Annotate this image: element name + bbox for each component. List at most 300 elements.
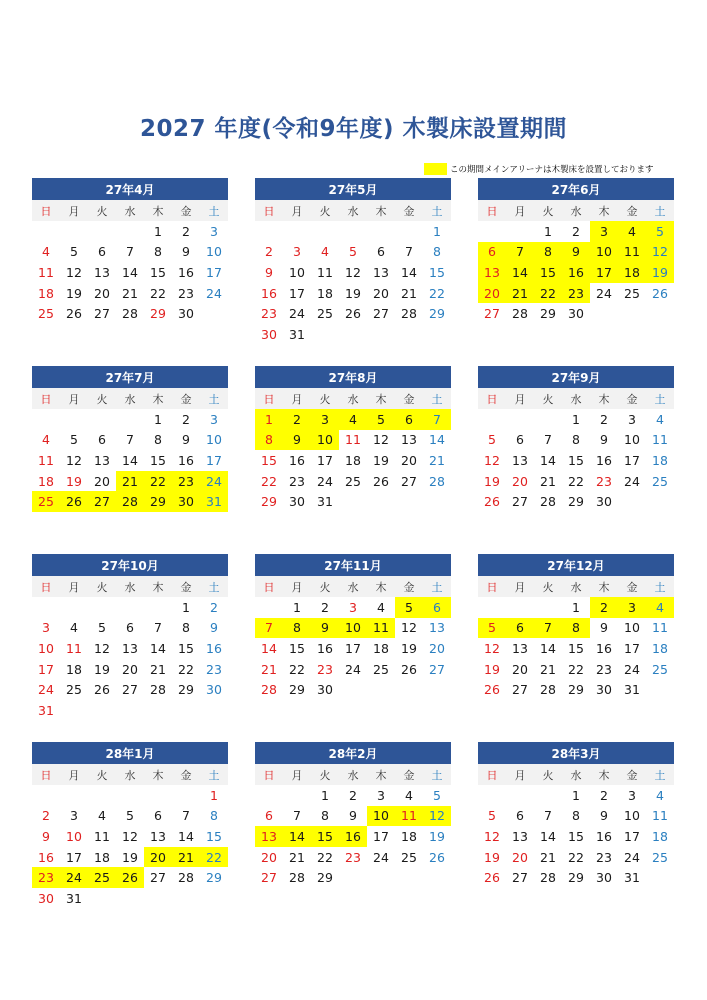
- weekday-label: 火: [542, 580, 554, 594]
- day-cell: 9: [182, 432, 190, 448]
- day-cell: 1: [154, 223, 162, 239]
- day-cell: 12: [484, 828, 500, 844]
- day-cell: 3: [210, 411, 218, 427]
- day-cell: 26: [429, 849, 445, 865]
- empty-day-cell: [478, 597, 506, 618]
- day-cell: 16: [206, 640, 222, 656]
- day-cell: 8: [572, 432, 580, 448]
- weekday-label: 水: [347, 392, 359, 406]
- day-cell: 27: [484, 306, 500, 322]
- day-cell: 14: [540, 640, 556, 656]
- day-cell: 11: [618, 242, 646, 263]
- day-cell: 13: [150, 828, 166, 844]
- day-cell: 30: [596, 870, 612, 886]
- day-cell: 13: [94, 264, 110, 280]
- day-cell: 1: [572, 411, 580, 427]
- day-cell: 15: [534, 262, 562, 283]
- day-cell: 15: [289, 640, 305, 656]
- day-cell: 27: [512, 870, 528, 886]
- empty-day-cell: [283, 221, 311, 242]
- day-cell: 4: [321, 244, 329, 260]
- weekday-label: 月: [291, 392, 303, 406]
- day-cell: 5: [70, 432, 78, 448]
- day-cell: 26: [66, 306, 82, 322]
- day-cell: 30: [178, 306, 194, 322]
- day-cell: 21: [172, 847, 200, 868]
- weekday-label: 金: [626, 580, 638, 594]
- day-cell: 11: [652, 808, 668, 824]
- weekday-label: 日: [486, 580, 498, 594]
- empty-day-cell: [478, 409, 506, 430]
- day-cell: 6: [377, 244, 385, 260]
- day-cell: 4: [656, 787, 664, 803]
- day-cell: 11: [652, 620, 668, 636]
- day-cell: 29: [540, 306, 556, 322]
- day-cell: 12: [484, 452, 500, 468]
- day-cell: 25: [88, 867, 116, 888]
- weekday-label: 月: [68, 768, 80, 782]
- day-cell: 5: [488, 808, 496, 824]
- day-cell: 22: [289, 661, 305, 677]
- day-cell: 17: [38, 661, 54, 677]
- weekday-label: 金: [180, 392, 192, 406]
- empty-day-cell: [116, 409, 144, 430]
- day-cell: 5: [478, 618, 506, 639]
- day-cell: 11: [395, 806, 423, 827]
- day-cell: 20: [478, 283, 506, 304]
- day-cell: 3: [311, 409, 339, 430]
- day-cell: 8: [534, 242, 562, 263]
- day-cell: 8: [321, 808, 329, 824]
- day-cell: 15: [568, 828, 584, 844]
- weekday-label: 土: [431, 768, 443, 782]
- month-calendar: [32, 554, 228, 721]
- weekday-label: 日: [263, 580, 275, 594]
- day-cell: 16: [317, 640, 333, 656]
- day-cell: 31: [624, 870, 640, 886]
- empty-day-cell: [60, 785, 88, 806]
- day-cell: 2: [600, 787, 608, 803]
- day-cell: 13: [122, 640, 138, 656]
- day-grid: [32, 221, 228, 324]
- day-cell: 15: [206, 828, 222, 844]
- day-cell: 22: [568, 473, 584, 489]
- day-cell: 24: [317, 473, 333, 489]
- day-cell: 29: [206, 870, 222, 886]
- day-cell: 27: [373, 306, 389, 322]
- day-cell: 3: [628, 411, 636, 427]
- day-cell: 6: [265, 808, 273, 824]
- day-cell: 20: [94, 473, 110, 489]
- day-cell: 5: [367, 409, 395, 430]
- day-cell: 9: [600, 808, 608, 824]
- day-cell: 31: [200, 491, 228, 512]
- day-cell: 21: [540, 473, 556, 489]
- day-cell: 10: [624, 808, 640, 824]
- day-cell: 28: [150, 682, 166, 698]
- day-cell: 23: [596, 849, 612, 865]
- day-cell: 13: [401, 432, 417, 448]
- day-cell: 18: [652, 452, 668, 468]
- day-cell: 31: [317, 494, 333, 510]
- day-cell: 26: [484, 682, 500, 698]
- day-cell: 18: [345, 452, 361, 468]
- weekday-label: 土: [654, 392, 666, 406]
- weekday-label: 水: [347, 580, 359, 594]
- day-cell: 27: [122, 682, 138, 698]
- day-cell: 5: [395, 597, 423, 618]
- day-cell: 18: [317, 285, 333, 301]
- day-cell: 25: [652, 661, 668, 677]
- day-cell: 9: [210, 620, 218, 636]
- day-cell: 13: [512, 828, 528, 844]
- month-header: 27年5月: [255, 178, 451, 200]
- weekday-label: 水: [570, 580, 582, 594]
- weekday-label: 木: [598, 580, 610, 594]
- weekday-header-row: [255, 576, 451, 597]
- day-cell: 18: [38, 285, 54, 301]
- day-cell: 22: [261, 473, 277, 489]
- day-cell: 21: [540, 661, 556, 677]
- day-cell: 22: [317, 849, 333, 865]
- day-cell: 9: [283, 430, 311, 451]
- day-cell: 25: [66, 682, 82, 698]
- weekday-label: 火: [319, 204, 331, 218]
- day-cell: 29: [568, 682, 584, 698]
- day-cell: 3: [293, 244, 301, 260]
- empty-day-cell: [60, 409, 88, 430]
- weekday-label: 火: [319, 392, 331, 406]
- month-header: 27年10月: [32, 554, 228, 576]
- weekday-label: 日: [263, 392, 275, 406]
- day-cell: 8: [210, 808, 218, 824]
- day-cell: 26: [94, 682, 110, 698]
- day-cell: 24: [624, 473, 640, 489]
- day-cell: 12: [646, 242, 674, 263]
- day-cell: 21: [429, 452, 445, 468]
- day-cell: 5: [349, 244, 357, 260]
- day-cell: 5: [433, 787, 441, 803]
- day-cell: 16: [596, 452, 612, 468]
- day-cell: 19: [429, 828, 445, 844]
- weekday-label: 火: [542, 204, 554, 218]
- day-cell: 1: [293, 599, 301, 615]
- day-cell: 28: [261, 682, 277, 698]
- day-cell: 28: [401, 306, 417, 322]
- day-cell: 3: [349, 599, 357, 615]
- day-cell: 12: [484, 640, 500, 656]
- day-cell: 18: [373, 640, 389, 656]
- day-cell: 3: [377, 787, 385, 803]
- day-cell: 24: [200, 471, 228, 492]
- weekday-label: 土: [431, 392, 443, 406]
- day-cell: 6: [98, 244, 106, 260]
- day-cell: 22: [429, 285, 445, 301]
- month-header: 27年11月: [255, 554, 451, 576]
- day-cell: 29: [568, 870, 584, 886]
- day-cell: 9: [600, 620, 608, 636]
- day-cell: 2: [283, 409, 311, 430]
- day-cell: 16: [178, 264, 194, 280]
- month-header: 27年9月: [478, 366, 674, 388]
- weekday-label: 金: [403, 768, 415, 782]
- day-cell: 9: [42, 828, 50, 844]
- day-cell: 3: [618, 597, 646, 618]
- empty-day-cell: [283, 785, 311, 806]
- day-cell: 28: [540, 494, 556, 510]
- day-cell: 26: [373, 473, 389, 489]
- day-cell: 23: [562, 283, 590, 304]
- empty-day-cell: [506, 221, 534, 242]
- weekday-label: 土: [431, 204, 443, 218]
- day-cell: 1: [154, 411, 162, 427]
- day-cell: 19: [122, 849, 138, 865]
- day-cell: 11: [317, 264, 333, 280]
- day-cell: 25: [38, 306, 54, 322]
- day-cell: 19: [66, 285, 82, 301]
- day-cell: 20: [512, 473, 528, 489]
- day-cell: 15: [429, 264, 445, 280]
- legend-swatch: [424, 163, 447, 175]
- weekday-label: 月: [514, 392, 526, 406]
- day-cell: 4: [98, 808, 106, 824]
- day-cell: 24: [38, 682, 54, 698]
- day-cell: 30: [568, 306, 584, 322]
- day-cell: 9: [349, 808, 357, 824]
- weekday-header-row: [478, 764, 674, 785]
- day-cell: 6: [154, 808, 162, 824]
- day-cell: 30: [289, 494, 305, 510]
- weekday-label: 水: [124, 204, 136, 218]
- day-cell: 26: [484, 494, 500, 510]
- weekday-label: 月: [68, 392, 80, 406]
- day-cell: 19: [484, 661, 500, 677]
- day-cell: 1: [544, 223, 552, 239]
- day-cell: 15: [568, 640, 584, 656]
- day-cell: 20: [512, 849, 528, 865]
- day-cell: 4: [646, 597, 674, 618]
- day-cell: 23: [178, 285, 194, 301]
- weekday-label: 木: [152, 204, 164, 218]
- month-calendar: [478, 178, 674, 324]
- day-cell: 13: [429, 620, 445, 636]
- day-cell: 6: [98, 432, 106, 448]
- month-calendar: [32, 178, 228, 324]
- day-cell: 30: [596, 682, 612, 698]
- day-cell: 4: [70, 620, 78, 636]
- weekday-label: 土: [208, 580, 220, 594]
- day-cell: 23: [596, 473, 612, 489]
- day-cell: 30: [206, 682, 222, 698]
- month-header: 27年7月: [32, 366, 228, 388]
- day-cell: 30: [261, 326, 277, 342]
- day-cell: 4: [405, 787, 413, 803]
- weekday-label: 木: [375, 392, 387, 406]
- day-cell: 13: [94, 452, 110, 468]
- day-cell: 7: [255, 618, 283, 639]
- day-cell: 16: [596, 828, 612, 844]
- month-header: 27年6月: [478, 178, 674, 200]
- day-cell: 3: [70, 808, 78, 824]
- day-cell: 1: [182, 599, 190, 615]
- weekday-label: 火: [96, 768, 108, 782]
- day-cell: 16: [38, 849, 54, 865]
- empty-day-cell: [255, 785, 283, 806]
- day-cell: 28: [512, 306, 528, 322]
- day-cell: 26: [484, 870, 500, 886]
- day-cell: 1: [572, 599, 580, 615]
- weekday-label: 火: [96, 204, 108, 218]
- day-cell: 4: [339, 409, 367, 430]
- weekday-label: 木: [152, 768, 164, 782]
- weekday-label: 金: [180, 580, 192, 594]
- day-cell: 20: [122, 661, 138, 677]
- weekday-label: 土: [208, 204, 220, 218]
- weekday-label: 月: [68, 204, 80, 218]
- weekday-label: 水: [124, 392, 136, 406]
- day-cell: 20: [429, 640, 445, 656]
- day-cell: 19: [345, 285, 361, 301]
- day-cell: 11: [652, 432, 668, 448]
- empty-day-cell: [395, 221, 423, 242]
- day-cell: 6: [506, 618, 534, 639]
- day-cell: 21: [116, 471, 144, 492]
- empty-day-cell: [60, 221, 88, 242]
- day-cell: 11: [94, 828, 110, 844]
- day-cell: 10: [289, 264, 305, 280]
- weekday-label: 土: [208, 768, 220, 782]
- day-cell: 17: [624, 452, 640, 468]
- day-cell: 10: [206, 244, 222, 260]
- day-cell: 27: [88, 491, 116, 512]
- day-grid: [478, 597, 674, 700]
- weekday-header-row: [478, 576, 674, 597]
- day-cell: 14: [540, 452, 556, 468]
- day-cell: 9: [600, 432, 608, 448]
- weekday-label: 日: [263, 204, 275, 218]
- day-cell: 29: [261, 494, 277, 510]
- day-cell: 26: [60, 491, 88, 512]
- weekday-label: 火: [96, 392, 108, 406]
- day-cell: 27: [150, 870, 166, 886]
- day-grid: [32, 409, 228, 512]
- day-cell: 27: [261, 870, 277, 886]
- day-cell: 29: [144, 491, 172, 512]
- day-cell: 13: [512, 452, 528, 468]
- day-grid: [32, 785, 228, 909]
- day-cell: 25: [624, 285, 640, 301]
- day-cell: 11: [38, 452, 54, 468]
- weekday-label: 日: [486, 768, 498, 782]
- day-grid: [255, 221, 451, 345]
- month-calendar: [32, 366, 228, 512]
- day-cell: 21: [401, 285, 417, 301]
- day-cell: 3: [590, 221, 618, 242]
- weekday-header-row: [32, 764, 228, 785]
- empty-day-cell: [367, 221, 395, 242]
- month-calendar: [255, 742, 451, 888]
- day-cell: 16: [261, 285, 277, 301]
- weekday-header-row: [255, 200, 451, 221]
- day-cell: 18: [38, 473, 54, 489]
- day-cell: 19: [401, 640, 417, 656]
- empty-day-cell: [506, 409, 534, 430]
- day-cell: 25: [317, 306, 333, 322]
- day-cell: 12: [122, 828, 138, 844]
- day-cell: 18: [66, 661, 82, 677]
- weekday-header-row: [255, 764, 451, 785]
- month-calendar: [478, 742, 674, 888]
- day-cell: 3: [628, 787, 636, 803]
- day-cell: 9: [311, 618, 339, 639]
- day-cell: 17: [624, 828, 640, 844]
- day-cell: 17: [345, 640, 361, 656]
- day-cell: 17: [590, 262, 618, 283]
- day-cell: 13: [478, 262, 506, 283]
- weekday-label: 月: [291, 768, 303, 782]
- day-cell: 11: [367, 618, 395, 639]
- day-cell: 2: [182, 223, 190, 239]
- day-cell: 22: [178, 661, 194, 677]
- day-grid: [478, 785, 674, 888]
- day-cell: 20: [373, 285, 389, 301]
- day-cell: 24: [206, 285, 222, 301]
- month-header: 27年8月: [255, 366, 451, 388]
- day-cell: 18: [652, 828, 668, 844]
- weekday-header-row: [478, 388, 674, 409]
- day-cell: 19: [66, 473, 82, 489]
- day-cell: 26: [116, 867, 144, 888]
- day-cell: 4: [377, 599, 385, 615]
- weekday-label: 金: [403, 580, 415, 594]
- weekday-header-row: [255, 388, 451, 409]
- weekday-label: 木: [598, 768, 610, 782]
- day-cell: 15: [261, 452, 277, 468]
- weekday-label: 水: [347, 768, 359, 782]
- day-cell: 6: [395, 409, 423, 430]
- empty-day-cell: [255, 597, 283, 618]
- day-cell: 14: [178, 828, 194, 844]
- day-cell: 2: [590, 597, 618, 618]
- day-cell: 16: [178, 452, 194, 468]
- weekday-label: 月: [514, 768, 526, 782]
- weekday-label: 木: [152, 580, 164, 594]
- day-cell: 29: [178, 682, 194, 698]
- day-cell: 8: [572, 808, 580, 824]
- weekday-label: 日: [40, 580, 52, 594]
- day-cell: 13: [255, 826, 283, 847]
- day-grid: [32, 597, 228, 721]
- weekday-label: 金: [180, 768, 192, 782]
- day-cell: 16: [339, 826, 367, 847]
- weekday-label: 月: [68, 580, 80, 594]
- day-cell: 1: [210, 787, 218, 803]
- day-cell: 16: [289, 452, 305, 468]
- month-calendar: [255, 366, 451, 512]
- day-cell: 15: [150, 264, 166, 280]
- day-cell: 22: [150, 285, 166, 301]
- day-cell: 10: [590, 242, 618, 263]
- day-cell: 5: [126, 808, 134, 824]
- day-cell: 8: [283, 618, 311, 639]
- day-cell: 1: [433, 223, 441, 239]
- day-cell: 14: [150, 640, 166, 656]
- day-cell: 8: [255, 430, 283, 451]
- day-cell: 7: [405, 244, 413, 260]
- empty-day-cell: [534, 785, 562, 806]
- month-header: 28年3月: [478, 742, 674, 764]
- day-cell: 26: [345, 306, 361, 322]
